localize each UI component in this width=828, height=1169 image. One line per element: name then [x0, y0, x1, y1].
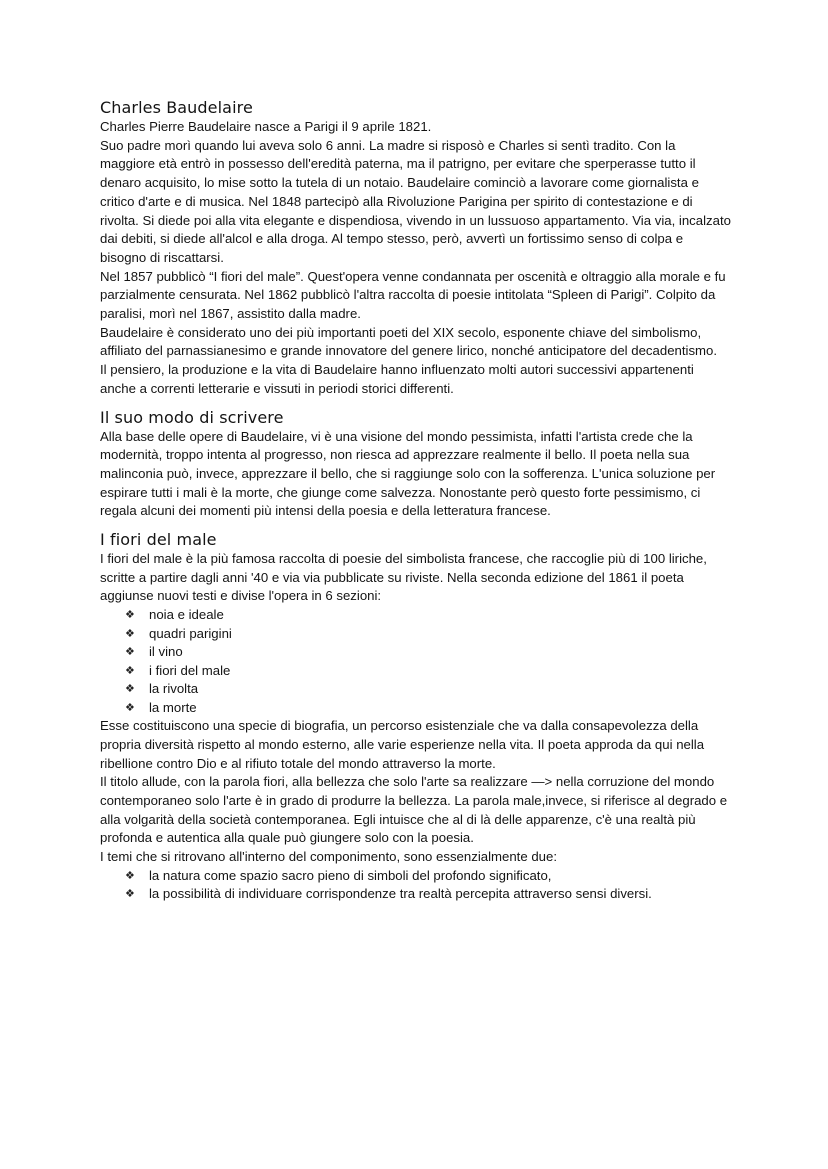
- list-item: ❖ quadri parigini: [125, 625, 732, 644]
- diamond-bullet-icon: ❖: [125, 888, 135, 901]
- paragraph-importance: Baudelaire è considerato uno dei più importanti poeti del XIX secolo, esponente chiave del simbolismo, affiliato del parnassianesimo e grande innovatore del genere lirico, nonché anticipatore del decadentismo.: [100, 324, 718, 359]
- list-item: ❖ la possibilità di individuare corrispondenze tra realtà percepita attraverso sensi diversi.: [125, 885, 732, 904]
- list-item: ❖ la rivolta: [125, 680, 732, 699]
- list-item: ❖ i fiori del male: [125, 662, 732, 681]
- diamond-bullet-icon: ❖: [125, 609, 135, 622]
- diamond-bullet-icon: ❖: [125, 664, 135, 677]
- paragraph-works: Nel 1857 pubblicò “I fiori del male”. Quest'opera venne condannata per oscenità e oltraggio alla morale e fu parzialmente censurata. Nel 1862 pubblicò l'altra raccolta di poesie intitolata “Spleen di Parigi”. Colpito da paralisi, morì nel 1867, assistito dalla madre.: [100, 268, 726, 322]
- section-heading-writing-style: Il suo modo di scrivere: [100, 407, 284, 427]
- list-item: ❖ noia e ideale: [125, 606, 732, 625]
- paragraph-title-meaning: Il titolo allude, con la parola fiori, alla bellezza che solo l'arte sa realizzare —> nella corruzione del mondo contemporaneo solo l'arte è in grado di produrre la bellezza. La parola male,invece, si riferisce al degrado e alla volgarità della società contemporanea. Egli intuisce che al di là delle apparenze, c'è una realtà più profonda e autentica alla quale può giungere solo con la poesia.: [100, 774, 728, 846]
- section-heading-fiori-del-male: I fiori del male: [100, 530, 217, 550]
- document-page: [100, 98, 732, 904]
- diamond-bullet-icon: ❖: [125, 869, 135, 882]
- paragraph-influence: Il pensiero, la produzione e la vita di Baudelaire hanno influenzato molti autori successivi appartenenti anche a correnti letterarie e vissuti in periodi storici differenti.: [100, 362, 694, 396]
- diamond-bullet-icon: ❖: [125, 627, 135, 640]
- paragraph-biography: Suo padre morì quando lui aveva solo 6 anni. La madre si risposò e Charles si sentì tradito. Con la maggiore età entrò in possesso dell'eredità paterna, ma il patrigno, per evitare che sperperasse tutto il denaro acquisito, lo mise sotto la tutela di un notaio. Baudelaire cominciò a lavorare come giornalista e critico d'arte e di musica. Nel 1848 partecipò alla Rivoluzione Parigina per spirito di contestazione e di rivolta. Si diede poi alla vita elegante e dispendiosa, vivendo in un lussuoso appartamento. Via via, incalzato dai debiti, si diede all'alcol e alla droga. Al tempo stesso, però, avvertì un fortissimo senso di colpa e bisogno di riscattarsi.: [100, 137, 731, 265]
- paragraph-birth: Charles Pierre Baudelaire nasce a Parigi il 9 aprile 1821.: [100, 119, 432, 134]
- list-item: ❖ la morte: [125, 699, 732, 718]
- diamond-bullet-icon: ❖: [125, 683, 135, 696]
- diamond-bullet-icon: ❖: [125, 646, 135, 659]
- sections-list: [100, 606, 732, 717]
- paragraph-themes-intro: I temi che si ritrovano all'interno del componimento, sono essenzialmente due:: [100, 849, 557, 865]
- paragraph-fiori-intro: I fiori del male è la più famosa raccolta di poesie del simbolista francese, che raccoglie più di 100 liriche, scritte a partire dagli anni '40 e via via pubblicate su riviste. Nella seconda edizione del 1861 il poeta aggiunse nuovi testi e divise l'opera in 6 sezioni:: [100, 551, 707, 604]
- section-heading-baudelaire: Charles Baudelaire: [100, 98, 253, 117]
- themes-list: [100, 867, 732, 904]
- list-item: ❖ la natura come spazio sacro pieno di simboli del profondo significato,: [125, 867, 732, 886]
- paragraph-writing-style: Alla base delle opere di Baudelaire, vi è una visione del mondo pessimista, infatti l'artista crede che la modernità, troppo intenta al progresso, non riesca ad apprezzare realmente il bello. Il poeta nella sua malinconia può, invece, apprezzare il bello, che si raggiunge solo con la sofferenza. L'unica soluzione per espirare tutti i mali è la morte, che giunge come salvezza. Nonostante però questo forte pessimismo, ci regala alcuni dei momenti più intensi della poesia e della letteratura francese.: [100, 428, 716, 519]
- paragraph-biography-path: Esse costituiscono una specie di biografia, un percorso esistenziale che va dalla consapevolezza della propria diversità rispetto al mondo esterno, alle varie esperienze nella vita. Il poeta approda da qui nella ribellione contro Dio e al rifiuto totale del mondo attraverso la morte.: [100, 718, 705, 771]
- list-item: ❖ il vino: [125, 643, 732, 662]
- diamond-bullet-icon: ❖: [125, 701, 135, 714]
